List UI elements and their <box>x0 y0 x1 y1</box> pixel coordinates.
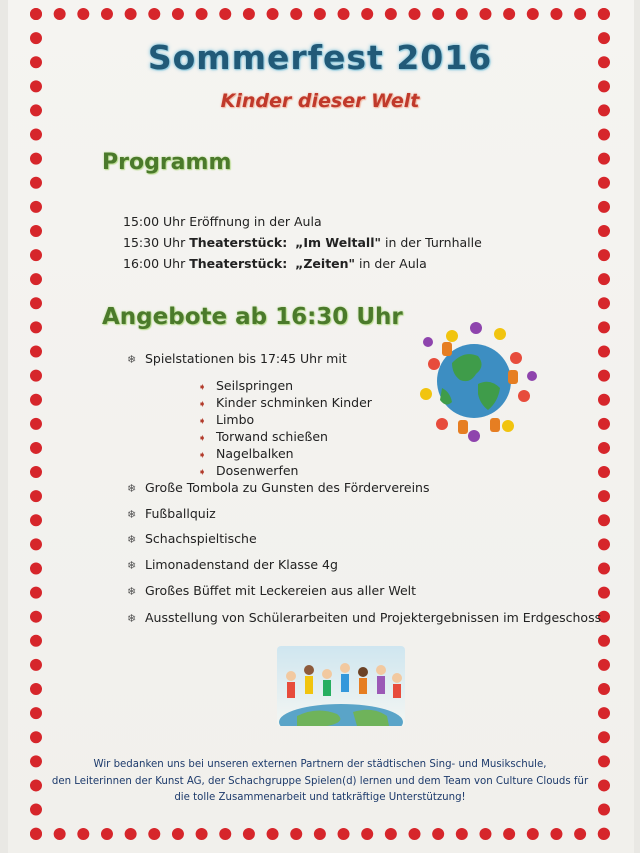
snowflake-bullet-icon: ❄ <box>127 612 137 625</box>
programm-location: in der Turnhalle <box>384 235 482 250</box>
programm-play-title: „Im Weltall" <box>295 235 381 250</box>
arrow-bullet-icon: ➧ <box>198 467 207 478</box>
children-on-globe-photo <box>277 646 405 726</box>
programm-label: Theaterstück: <box>189 256 288 271</box>
angebote-heading: Angebote ab 16:30 Uhr <box>102 304 403 330</box>
thanks-note <box>40 757 600 807</box>
programm-item <box>123 232 482 253</box>
programm-play-title: „Zeiten" <box>295 256 356 271</box>
stations-list <box>198 377 372 479</box>
snowflake-bullet-icon: ❄ <box>127 508 137 521</box>
station-label: Kinder schminken Kinder <box>216 395 372 410</box>
list-item-text: Ausstellung von Schülerarbeiten und Projektergebnissen im Erdgeschoss <box>145 610 602 625</box>
programm-item <box>123 211 482 232</box>
station-item <box>198 428 372 445</box>
arrow-bullet-icon: ➧ <box>198 399 207 410</box>
programm-text: Eröffnung in der Aula <box>189 214 322 229</box>
list-item-text: Fußballquiz <box>145 506 216 521</box>
station-item <box>198 462 372 479</box>
thanks-line: die tolle Zusammenarbeit und tatkräftige Unterstützung! <box>174 792 466 803</box>
programm-label: Theaterstück: <box>189 235 288 250</box>
list-item-text: Spielstationen bis 17:45 Uhr mit <box>145 351 347 366</box>
list-item-text: Schachspieltische <box>145 531 257 546</box>
station-label: Dosenwerfen <box>216 463 299 478</box>
list-item <box>127 583 416 598</box>
station-label: Nagelbalken <box>216 446 294 461</box>
programm-time: 15:30 Uhr <box>123 235 186 250</box>
station-item <box>198 445 372 462</box>
list-item <box>127 480 430 495</box>
list-item <box>127 531 257 546</box>
programm-heading: Programm <box>102 150 232 175</box>
programm-location: in der Aula <box>359 256 427 271</box>
list-item <box>127 351 347 366</box>
snowflake-bullet-icon: ❄ <box>127 585 137 598</box>
thanks-line: Wir bedanken uns bei unseren externen Partnern der städtischen Sing- und Musikschule, <box>93 759 547 770</box>
programm-list <box>123 211 482 274</box>
arrow-bullet-icon: ➧ <box>198 416 207 427</box>
list-item <box>127 557 338 572</box>
arrow-bullet-icon: ➧ <box>198 382 207 393</box>
programm-time: 16:00 Uhr <box>123 256 186 271</box>
snowflake-bullet-icon: ❄ <box>127 482 137 495</box>
station-label: Limbo <box>216 412 255 427</box>
snowflake-bullet-icon: ❄ <box>127 353 137 366</box>
list-item-text: Großes Büffet mit Leckereien aus aller Welt <box>145 583 417 598</box>
snowflake-bullet-icon: ❄ <box>127 559 137 572</box>
station-item <box>198 377 372 394</box>
page-title: Sommerfest 2016 <box>147 38 493 77</box>
programm-item <box>123 253 482 274</box>
station-item <box>198 394 372 411</box>
list-item-text: Limonadenstand der Klasse 4g <box>145 557 338 572</box>
list-item <box>127 506 216 521</box>
station-item <box>198 411 372 428</box>
page-subtitle: Kinder dieser Welt <box>220 90 420 112</box>
snowflake-bullet-icon: ❄ <box>127 533 137 546</box>
thanks-line: den Leiterinnen der Kunst AG, der Schachgruppe Spielen(d) lernen und dem Team von Culture Clouds für <box>51 775 589 787</box>
station-label: Seilspringen <box>216 378 294 393</box>
list-item <box>127 610 601 625</box>
programm-time: 15:00 Uhr <box>123 214 186 229</box>
arrow-bullet-icon: ➧ <box>198 433 207 444</box>
list-item-text: Große Tombola zu Gunsten des Fördervereins <box>145 480 430 495</box>
globe-children-clipart <box>412 318 544 448</box>
arrow-bullet-icon: ➧ <box>198 450 207 461</box>
station-label: Torwand schießen <box>216 429 328 444</box>
